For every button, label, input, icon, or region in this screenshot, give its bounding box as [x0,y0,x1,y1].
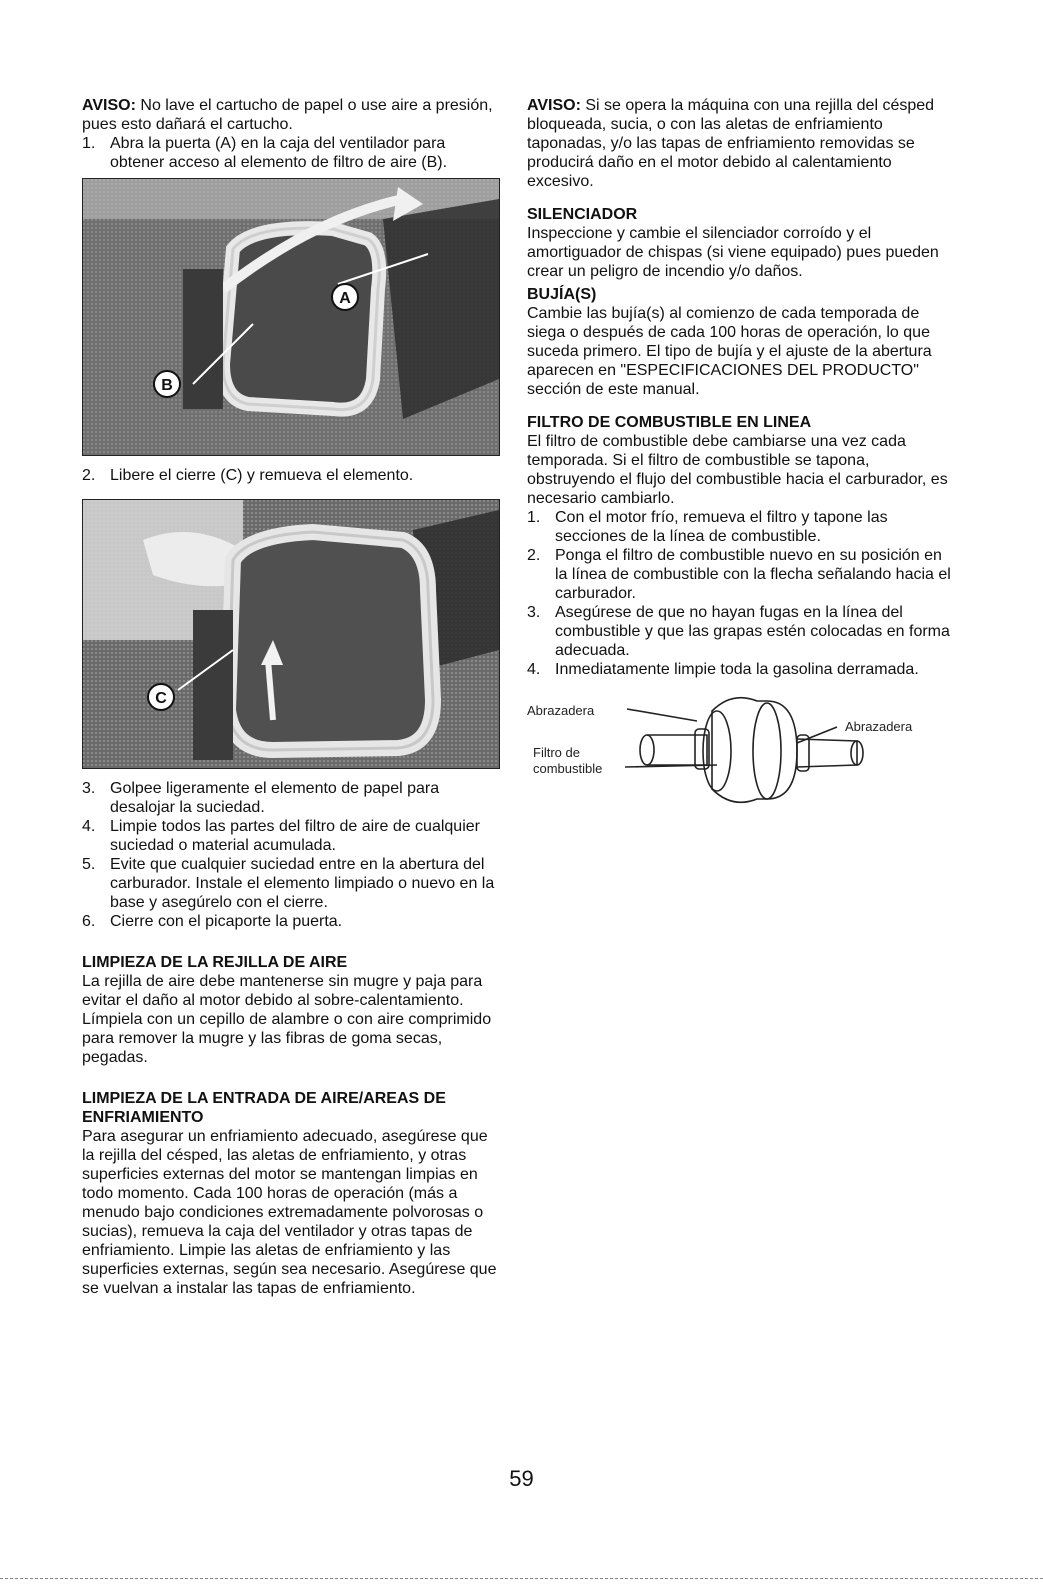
label-abrazadera-right: Abrazadera [845,719,913,734]
step-item [82,855,502,912]
step-number: 4. [82,818,96,835]
section-text-filtro: El filtro de combustible debe cambiarse una vez cada temporada. Si el filtro de combustible se tapona, obstruyendo el flujo del combustible hacia el carburador, es necesario cambiarlo. [527,433,948,507]
left-column [82,96,502,1298]
aviso-paragraph-right [527,96,955,191]
section-title-entrada: LIMPIEZA DE LA ENTRADA DE AIRE/AREAS DE ENFRIAMIENTO [82,1090,446,1126]
step-text: Ponga el filtro de combustible nuevo en su posición en la línea de combustible con la flecha señalando hacia el carburador. [555,547,951,602]
step-text: Abra la puerta (A) en la caja del ventilador para obtener acceso al elemento de filtro de aire (B). [110,135,448,171]
step-text: Evite que cualquier suciedad entre en la abertura del carburador. Instale el elemento limpiado o nuevo en la base y asegúrelo con el cierre. [110,856,495,911]
callout-c-label: C [155,690,167,707]
step-text: Inmediatamente limpie toda la gasolina derramada. [555,661,919,678]
step-number: 6. [82,913,96,930]
label-filtro-line1: Filtro de [533,745,580,760]
aviso-paragraph-left [82,96,502,134]
step-number: 4. [527,661,541,678]
air-filter-photo-1 [82,178,500,456]
filter-body [712,698,797,803]
section-text-silenciador: Inspeccione y cambie el silenciador corroído y el amortiguador de chispas (si viene equipado) pues pueden crear un peligro de incendio y/o daños. [527,225,939,280]
step-number: 2. [82,467,96,484]
step-item [527,546,955,603]
footer-divider [0,1578,1043,1579]
steps-list-b [82,779,502,931]
fuel-filter-diagram [527,691,955,831]
section-text-entrada: Para asegurar un enfriamiento adecuado, asegúrese que la rejilla del césped, las aletas de enfriamiento, y otras superficies externas del motor se mantengan limpias en todo momento. Cada 100 horas de operación (más a menudo bajo condiciones extremadamente polvorosas o sucias), remueva la caja del ventilador y otras tapas de enfriamiento. Limpie las aletas de enfriamiento y las superficies externas, según sea necesario. Asegúrese que se vuelvan a instalar las tapas de enfriamiento. [82,1128,497,1297]
step-number: 1. [82,135,96,152]
step-text: Limpie todos las partes del filtro de aire de cualquier suciedad o material acumulada. [110,818,480,854]
step-item [82,817,502,855]
section-title-silenciador: SILENCIADOR [527,206,638,223]
step-number: 1. [527,509,541,526]
step-number: 3. [82,780,96,797]
section-text-rejilla: La rejilla de aire debe mantenerse sin mugre y paja para evitar el daño al motor debido al sobre-calentamiento. Límpiela con un cepillo de alambre o con aire comprimido para remover la mugre y las fibras de goma secas, pegadas. [82,973,492,1066]
aviso-label: AVISO: [82,97,136,114]
inlet-pipe [647,735,707,765]
section-title-filtro: FILTRO DE COMBUSTIBLE EN LINEA [527,414,812,431]
label-filtro-line2: combustible [533,761,603,776]
callout-a-label: A [339,290,351,307]
step-item [82,779,502,817]
step-number: 3. [527,604,541,621]
page-number: 59 [509,1466,534,1491]
step-text: Con el motor frío, remueva el filtro y tapone las secciones de la línea de combustible. [555,509,888,545]
section-title-bujia: BUJÍA(S) [527,286,597,303]
step-number: 5. [82,856,96,873]
step-text: Libere el cierre (C) y remueva el elemento. [110,467,414,484]
step-item [527,603,955,660]
label-abrazadera-left: Abrazadera [527,703,595,718]
section-text-bujia: Cambie las bujía(s) al comienzo de cada temporada de siega o después de cada 100 horas de operación, lo que suceda primero. El tipo de bujía y el ajuste de la abertura aparecen en "ESPECIFICACIONES DEL PRODUCTO" sección de este manual. [527,305,932,398]
step-item [82,912,502,931]
fuel-filter-drawing [527,691,955,831]
right-column [527,96,955,831]
aviso-text: No lave el cartucho de papel o use aire a presión, pues esto dañará el cartucho. [82,97,493,133]
step-item [527,508,955,546]
air-filter-photo-2 [82,499,500,769]
leader-left-clamp [627,709,697,721]
aviso-label: AVISO: [527,97,581,114]
outlet-pipe [797,739,857,767]
steps-list-filtro [527,508,955,679]
step-text: Golpee ligeramente el elemento de papel para desalojar la suciedad. [110,780,440,816]
step-item [82,466,502,485]
step-number: 2. [527,547,541,564]
step-text: Asegúrese de que no hayan fugas en la línea del combustible y que las grapas estén colocadas en forma adecuada. [555,604,950,659]
section-title-rejilla: LIMPIEZA DE LA REJILLA DE AIRE [82,954,348,971]
callout-b-label: B [161,377,173,394]
step-item [82,134,502,172]
step-item [527,660,955,679]
step-text: Cierre con el picaporte la puerta. [110,913,343,930]
aviso-text: Si se opera la máquina con una rejilla del césped bloqueada, sucia, o con las aletas de enfriamiento taponadas, y/o las tapas de enfriamiento removidas se producirá daño en el motor debido al calentamiento excesivo. [527,97,935,190]
